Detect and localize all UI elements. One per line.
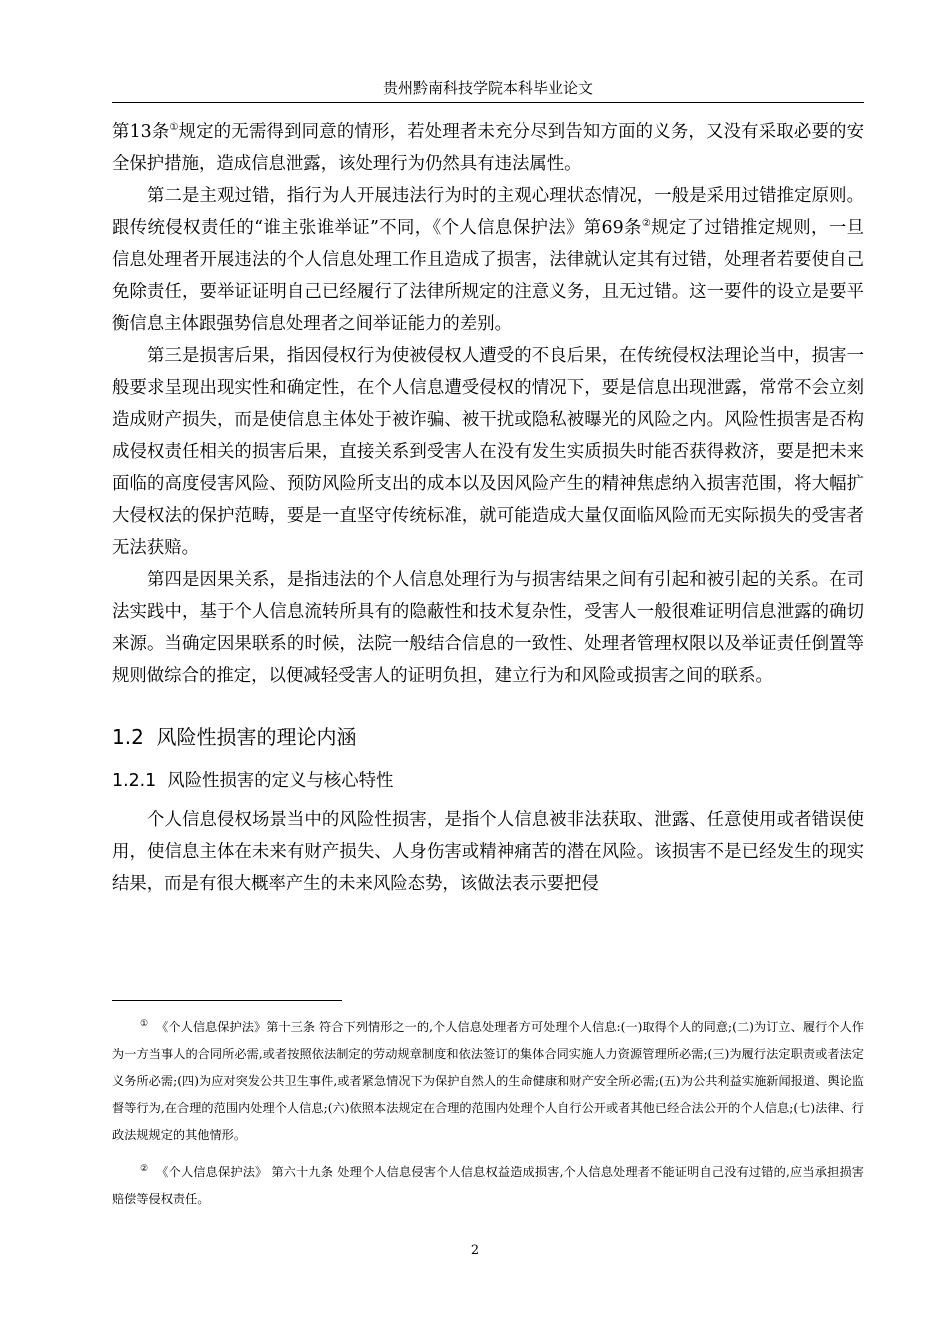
- footnote-separator: [112, 1000, 342, 1001]
- footnote-text: 《个人信息保护法》第十三条 符合下列情形之一的,个人信息处理者方可处理个人信息:(一)取得个人的同意;(二)为订立、履行个人作为一方当事人的合同所必需,或者按照依法制定的劳动规章制度和依法签订的集体合同实施人力资源管理所必需;(三)为履行法定职责或者法定义务所必需;(四)为应对突发公共卫生事件,或者紧急情况下为保护自然人的生命健康和财产安全所必需;(五)为公共利益实施新闻报道、舆论监督等行为,在合理的范围内处理个人信息;(六)依照本法规定在合理的范围内处理个人自行公开或者其他已经合法公开的个人信息;(七)法律、行政法规规定的其他情形。: [112, 1020, 864, 1142]
- paragraph-text: 规定了过错推定规则，一旦信息处理者开展违法的个人信息处理工作且造成了损害，法律就认定其有过错，处理者若要使自己免除责任，要举证证明自己已经履行了法律所规定的注意义务，且无过错。这一要件的设立是要平衡信息主体跟强势信息处理者之间举证能力的差别。: [112, 218, 864, 334]
- paragraph-damage-consequence: 第三是损害后果，指因侵权行为使被侵权人遭受的不良后果，在传统侵权法理论当中，损害一般要求呈现出现实性和确定性，在个人信息遭受侵权的情况下，要是信息出现泄露，常常不会立刻造成财产损失，而是使信息主体处于被诈骗、被干扰或隐私被曝光的风险之内。风险性损害是否构成侵权责任相关的损害后果，直接关系到受害人在没有发生实质损失时能否获得救济，要是把未来面临的高度侵害风险、预防风险所支出的成本以及因风险产生的精神焦虑纳入损害范围，将大幅扩大侵权法的保护范畴，要是一直坚守传统标准，就可能造成大量仅面临风险而无实际损失的受害者无法获赔。: [112, 346, 864, 558]
- section-title: 风险性损害的理论内涵: [156, 725, 357, 749]
- paragraph-text: 第13条: [112, 122, 170, 142]
- footnote-text: 《个人信息保护法》 第六十九条 处理个人信息侵害个人信息权益造成损害,个人信息处理者不能证明自己没有过错的,应当承担损害赔偿等侵权责任。: [112, 1165, 864, 1206]
- footnote-1: [112, 1014, 864, 1149]
- footnotes: [112, 1014, 864, 1223]
- paragraph-causation: 第四是因果关系，是指违法的个人信息处理行为与损害结果之间有引起和被引起的关系。在司法实践中，基于个人信息流转所具有的隐蔽性和技术复杂性，受害人一般很难证明信息泄露的确切来源。当确定因果联系的时候，法院一般结合信息的一致性、处理者管理权限以及举证责任倒置等规则做综合的推定，以便减轻受害人的证明负担，建立行为和风险或损害之间的联系。: [112, 570, 864, 686]
- footnote-mark: ②: [140, 1163, 149, 1174]
- subsection-title: 风险性损害的定义与核心特性: [167, 771, 394, 791]
- paragraph-text: 第二是主观过错，指行为人开展违法行为时的主观心理状态情况，一般是采用过错推定原则。跟传统侵权责任的“谁主张谁举证”不同，《个人信息保护法》第69条: [112, 186, 864, 238]
- page-number: 2: [470, 1243, 480, 1258]
- footnote-mark: ①: [140, 1018, 149, 1029]
- section-heading: [112, 718, 864, 756]
- footnote-ref-1[interactable]: ①: [169, 122, 179, 134]
- body-text: [112, 116, 864, 900]
- subsection-number: 1.2.1: [112, 771, 157, 791]
- header-rule: [112, 102, 864, 103]
- footnote-2: [112, 1159, 864, 1213]
- running-header: 贵州黔南科技学院本科毕业论文: [382, 79, 593, 97]
- paragraph-risk-definition: 个人信息侵权场景当中的风险性损害，是指个人信息被非法获取、泄露、任意使用或者错误使用，使信息主体在未来有财产损失、人身伤害或精神痛苦的潜在风险。该损害不是已经发生的现实结果，而是有很大概率产生的未来风险态势，该做法表示要把侵: [112, 810, 864, 894]
- paragraph-continued: [112, 116, 864, 180]
- section-number: 1.2: [112, 725, 144, 749]
- footnote-ref-2[interactable]: ②: [641, 218, 652, 230]
- paragraph-text: 规定的无需得到同意的情形，若处理者未充分尽到告知方面的义务，又没有采取必要的安全保护措施，造成信息泄露，该处理行为仍然具有违法属性。: [112, 122, 864, 174]
- subsection-heading: [112, 762, 864, 800]
- paragraph-subjective-fault: [112, 180, 864, 340]
